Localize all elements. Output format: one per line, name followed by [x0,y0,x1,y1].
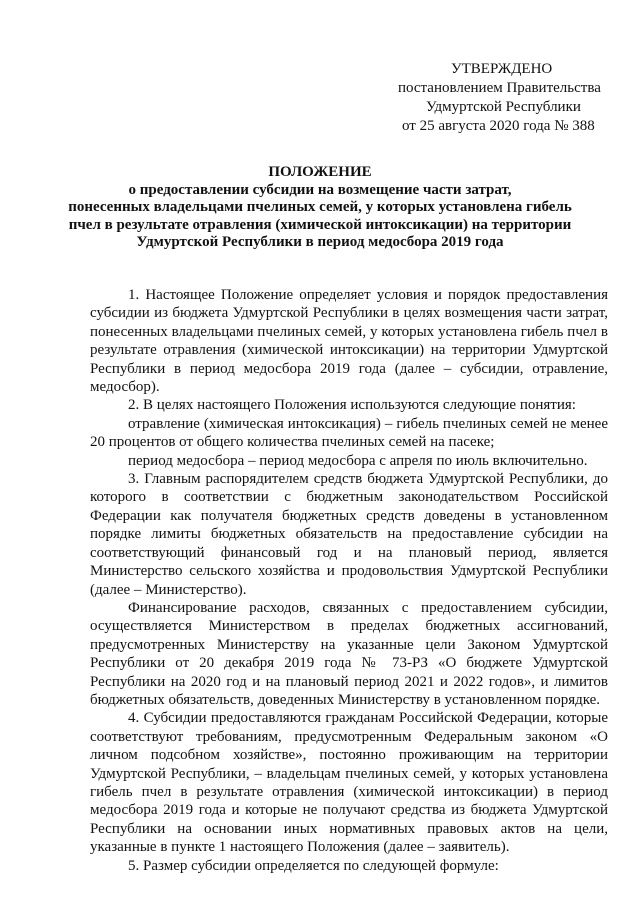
definition-honey-period: период медосбора – период медосбора с апреля по июль включительно. [128,452,588,469]
heading-line-1: о предоставлении субсидии на возмещение части затрат, [128,181,512,198]
heading-line-2: понесенных владельцами пчелиных семей, у которых установлена гибель [68,199,572,215]
heading-line-3: пчел в результате отравления (химической интоксикации) на территории [68,216,572,233]
definition-poisoning: отравление (химическая интоксикация) – гибель пчелиных семей не менее 20 процентов от общего количества пчелиных семей на пасеке; [90,415,608,451]
paragraph-4: 4. Субсидии предоставляются гражданам Российской Федерации, которые соответствуют требованиям, предусмотренным Федеральным законом «О личном подсобном хозяйстве», постоянно проживающим на территории Удмуртской Республики, – владельцам пчелиных семей, у которых установлена гибель пчел в результате отравления (химической интоксикации) в период медосбора 2019 года и которые не получают средства из бюджета Удмуртской Республики на основании иных нормативных правовых актов на цели, указанные в пункте 1 настоящего Положения (далее – заявитель). [90,710,608,856]
heading-title: ПОЛОЖЕНИЕ [268,164,372,180]
heading-line-4: Удмуртской Республики в период медосбора 2019 года [136,234,504,250]
document-heading [40,164,600,252]
paragraph-3-financing: Финансирование расходов, связанных с предоставлением субсидии, осуществляется Министерством в пределах бюджетных ассигнований, предусмотренных Министерству на указанные цели Законом Удмуртской Республики от 20 декабря 2019 года № 73-РЗ «О бюджете Удмуртской Республики на 2020 год и на плановый период 2021 и 2022 годов», и лимитов бюджетных обязательств, доведенных Министерству в установленном порядке. [90,599,608,708]
document-body [90,286,608,875]
paragraph-2: 2. В целях настоящего Положения используются следующие понятия: [128,397,576,414]
paragraph-1: 1. Настоящее Положение определяет условия и порядок предоставления субсидии из бюджета Удмуртской Республики в целях возмещения части затрат, понесенных владельцами пчелиных семей, у которых установлена гибель пчел в результате отравления (химической интоксикации) на территории Удмуртской Республики в период медосбора 2019 года (далее – субсидии, отравление, медосбор). [90,287,608,396]
approval-stamp [398,60,601,136]
approval-title: УТВЕРЖДЕНО [451,61,553,77]
approval-line-2: постановлением Правительства [398,80,601,96]
paragraph-5: 5. Размер субсидии определяется по следующей формуле: [128,857,499,874]
approval-line-3: Удмуртской Республики [426,99,581,115]
paragraph-3: 3. Главным распорядителем средств бюджета Удмуртской Республики, до которого в соответствии с бюджетным законодательством Российской Федерации как получателя бюджетных средств доведены в установленном порядке лимиты бюджетных обязательств на предоставление субсидии на соответствующий финансовый год и на плановый период, является Министерство сельского хозяйства и продовольствия Удмуртской Республики (далее – Министерство). [90,471,608,598]
approval-line-4: от 25 августа 2020 года № 388 [402,118,595,134]
